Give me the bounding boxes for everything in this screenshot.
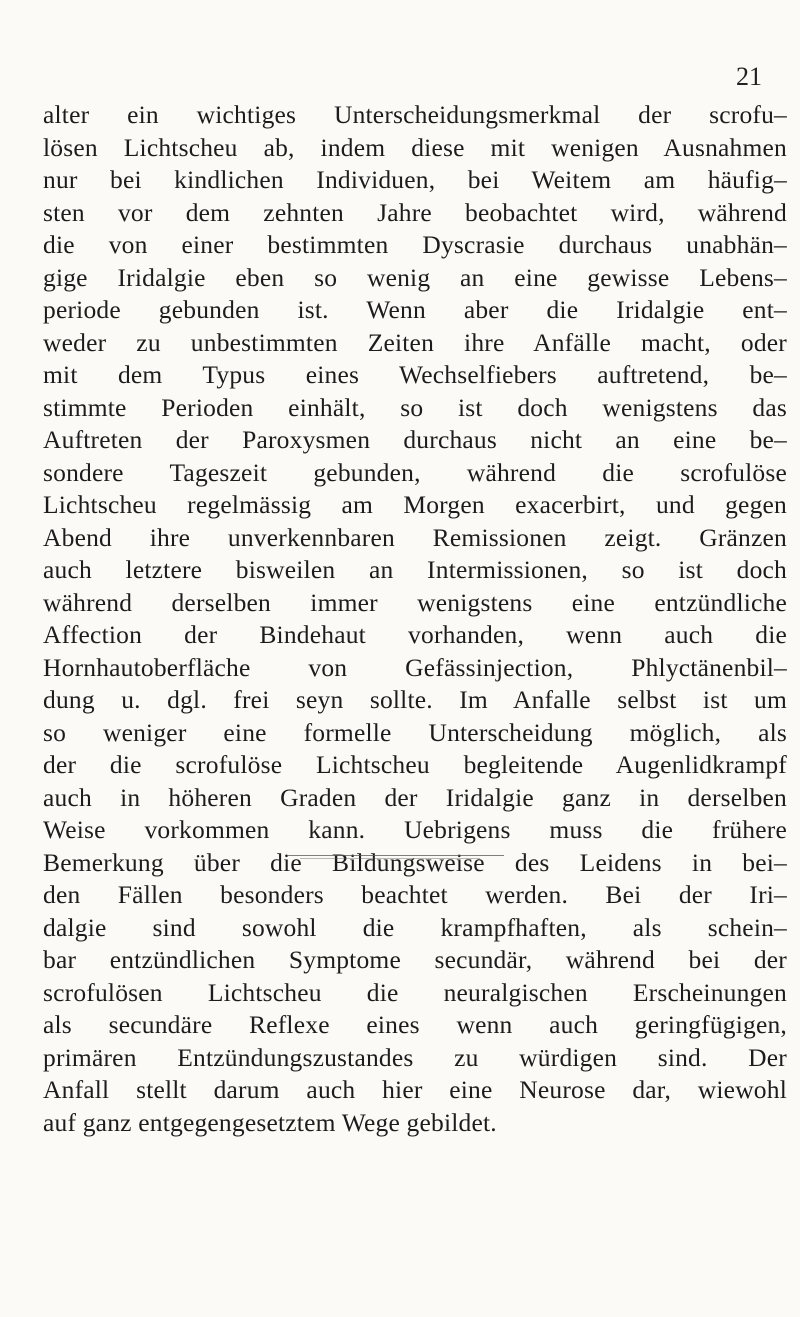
text-line: bar entzündlichen Symptome secundär, während bei der	[43, 945, 787, 974]
text-line: primären Entzündungszustandes zu würdigen sind. Der	[43, 1042, 787, 1072]
section-divider	[288, 855, 504, 856]
text-line: so weniger eine formelle Unterscheidung möglich, als	[43, 717, 787, 747]
text-line: dung u. dgl. frei seyn sollte. Im Anfalle selbst ist um	[43, 685, 787, 714]
text-line: auf ganz entgegengesetztem Wege gebildet.	[43, 1107, 497, 1137]
text-line: Lichtscheu regelmässig am Morgen exacerbirt, und gegen	[43, 490, 787, 519]
text-line: nur bei kindlichen Individuen, bei Weitem am häufig–	[43, 165, 787, 194]
text-line: die von einer bestimmten Dyscrasie durchaus unabhän–	[43, 230, 787, 259]
text-line: lösen Lichtscheu ab, indem diese mit wenigen Ausnahmen	[43, 132, 787, 162]
body-text	[43, 99, 787, 1139]
text-line: sondere Tageszeit gebunden, während die scrofulöse	[43, 457, 787, 487]
text-line: Auftreten der Paroxysmen durchaus nicht an eine be–	[43, 425, 787, 454]
text-line: den Fällen besonders beachtet werden. Bei der Iri–	[43, 880, 787, 909]
text-line: Bemerkung über die Bildungsweise des Leidens in bei–	[43, 847, 787, 877]
text-line: Anfall stellt darum auch hier eine Neurose dar, wiewohl	[43, 1075, 787, 1104]
text-line: Affection der Bindehaut vorhanden, wenn auch die	[43, 620, 787, 649]
text-line: Hornhautoberfläche von Gefässinjection, Phlyctänenbil–	[43, 652, 787, 682]
text-line: periode gebunden ist. Wenn aber die Iridalgie ent–	[43, 295, 787, 324]
text-line: während derselben immer wenigstens eine entzündliche	[43, 587, 787, 617]
text-line: stimmte Perioden einhält, so ist doch wenigstens das	[43, 392, 787, 422]
text-line: Abend ihre unverkennbaren Remissionen zeigt. Gränzen	[43, 522, 787, 552]
text-line: alter ein wichtiges Unterscheidungsmerkmal der scrofu–	[43, 100, 787, 129]
text-line: dalgie sind sowohl die krampfhaften, als schein–	[43, 912, 787, 942]
text-line: auch in höheren Graden der Iridalgie ganz in derselben	[43, 782, 787, 812]
text-line: Weise vorkommen kann. Uebrigens muss die frühere	[43, 815, 787, 844]
text-line: weder zu unbestimmten Zeiten ihre Anfälle macht, oder	[43, 327, 787, 357]
text-line: sten vor dem zehnten Jahre beobachtet wird, während	[43, 197, 787, 227]
text-line: scrofulösen Lichtscheu die neuralgischen Erscheinungen	[43, 977, 787, 1007]
text-line: mit dem Typus eines Wechselfiebers auftretend, be–	[43, 360, 787, 389]
text-line: als secundäre Reflexe eines wenn auch geringfügigen,	[43, 1010, 787, 1039]
text-line: der die scrofulöse Lichtscheu begleitende Augenlidkrampf	[43, 750, 787, 779]
text-line: gige Iridalgie eben so wenig an eine gewisse Lebens–	[43, 262, 787, 292]
text-line: auch letztere bisweilen an Intermissionen, so ist doch	[43, 555, 787, 584]
page-number: 21	[736, 62, 762, 91]
section-divider-shadow	[300, 858, 480, 859]
